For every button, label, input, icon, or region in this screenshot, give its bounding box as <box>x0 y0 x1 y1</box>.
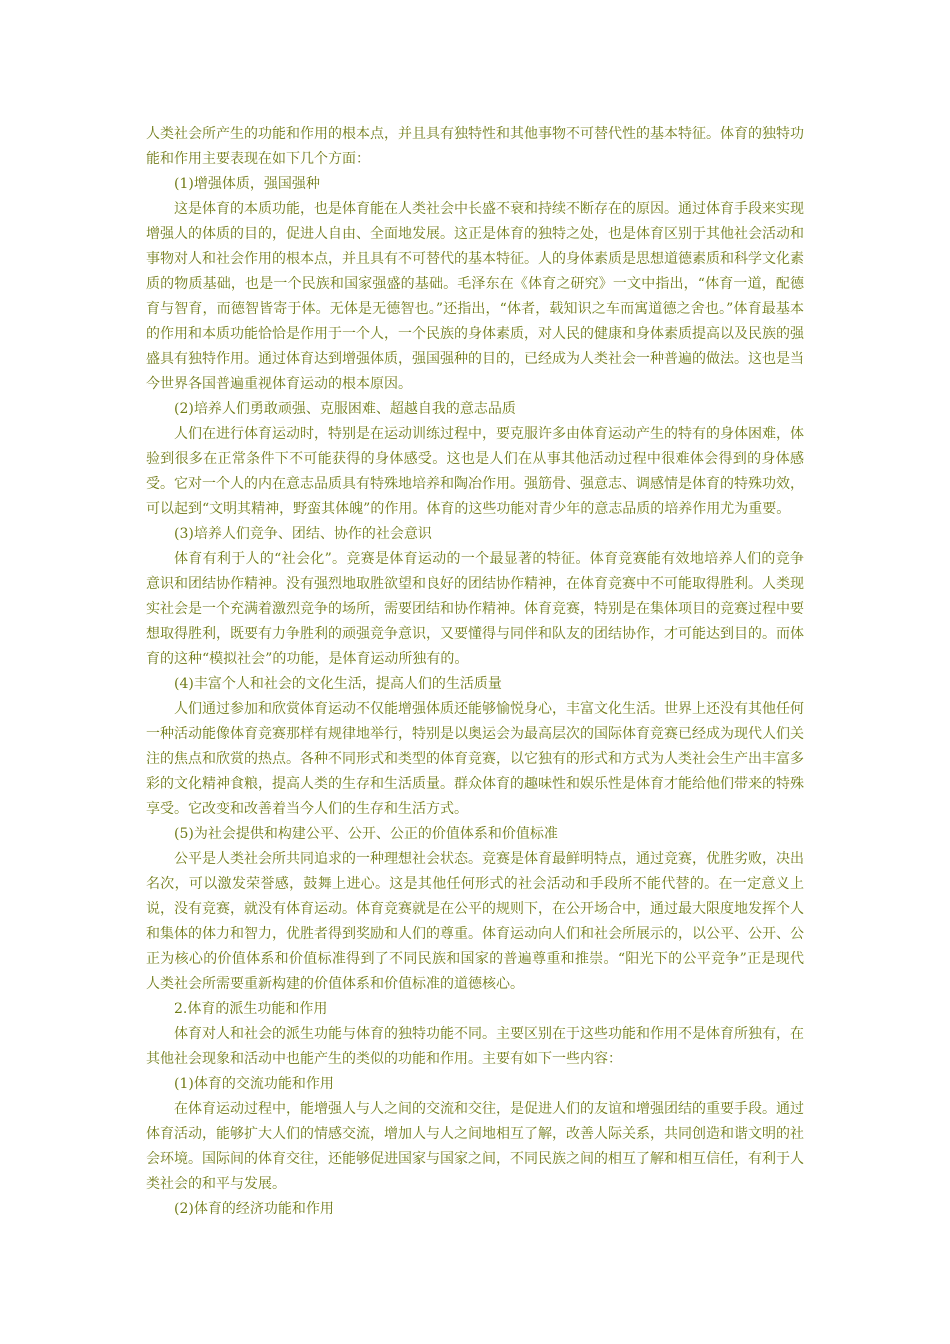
heading-willpower: (2)培养人们勇敢顽强、克服困难、超越自我的意志品质 <box>174 401 516 417</box>
paragraph-derived-functions: 体育对人和社会的派生功能与体育的独特功能不同。主要区别在于这些功能和作用不是体育所独有，在其他社会现象和活动中也能产生的类似的功能和作用。主要有如下一些内容： <box>146 1026 804 1067</box>
paragraph-intro: 人类社会所产生的功能和作用的根本点，并且具有独特性和其他事物不可替代性的基本特征。体育的独特功能和作用主要表现在如下几个方面： <box>146 126 804 167</box>
paragraph-social-awareness: 体育有利于人的“社会化”。竞赛是体育运动的一个最显著的特征。体育竞赛能有效地培养人们的竞争意识和团结协作精神。没有强烈地取胜欲望和良好的团结协作精神，在体育竞赛中不可能取得胜利。人类现实社会是一个充满着激烈竞争的场所，需要团结和协作精神。体育竞赛，特别是在集体项目的竞赛过程中要想取得胜利，既要有力争胜利的顽强竞争意识，又要懂得与同伴和队友的团结协作，才可能达到目的。而体育的这种“模拟社会”的功能，是体育运动所独有的。 <box>146 551 804 667</box>
paragraph-fairness: 公平是人类社会所共同追求的一种理想社会状态。竞赛是体育最鲜明特点，通过竞赛，优胜劣败，决出名次，可以激发荣誉感，鼓舞上进心。这是其他任何形式的社会活动和手段所不能代替的。在一定意义上说，没有竞赛，就没有体育运动。体育竞赛就是在公平的规则下，在公开场合中，通过最大限度地发挥个人和集体的体力和智力，优胜者得到奖励和人们的尊重。体育运动向人们和社会所展示的，以公平、公开、公正为核心的价值体系和价值标准得到了不同民族和国家的普遍尊重和推崇。“阳光下的公平竞争”正是现代人类社会所需要重新构建的价值体系和价值标准的道德核心。 <box>146 851 804 992</box>
heading-cultural-life: (4)丰富个人和社会的文化生活，提高人们的生活质量 <box>174 676 502 692</box>
heading-exchange-function: (1)体育的交流功能和作用 <box>174 1076 334 1092</box>
heading-strengthen-physique: (1)增强体质，强国强种 <box>174 176 320 192</box>
paragraph-cultural-life: 人们通过参加和欣赏体育运动不仅能增强体质还能够愉悦身心，丰富文化生活。世界上还没有其他任何一种活动能像体育竞赛那样有规律地举行，特别是以奥运会为最高层次的国际体育竞赛已经成为现代人们关注的焦点和欣赏的热点。各种不同形式和类型的体育竞赛，以它独有的形式和方式为人类社会生产出丰富多彩的文化精神食粮，提高人类的生存和生活质量。群众体育的趣味性和娱乐性是体育才能给他们带来的特殊享受。它改变和改善着当今人们的生存和生活方式。 <box>146 701 804 817</box>
heading-economic-function: (2)体育的经济功能和作用 <box>174 1201 334 1217</box>
paragraph-willpower: 人们在进行体育运动时，特别是在运动训练过程中，要克服许多由体育运动产生的特有的身体困难，体验到很多在正常条件下不可能获得的身体感受。这也是人们在从事其他活动过程中很难体会得到的身体感受。它对一个人的内在意志品质具有特殊地培养和陶冶作用。强筋骨、强意志、调感情是体育的特殊功效，可以起到“文明其精神，野蛮其体魄”的作用。体育的这些功能对青少年的意志品质的培养作用尤为重要。 <box>146 426 804 517</box>
heading-derived-functions: 2.体育的派生功能和作用 <box>174 1001 328 1017</box>
document-page <box>146 122 804 1222</box>
paragraph-strengthen-physique: 这是体育的本质功能，也是体育能在人类社会中长盛不衰和持续不断存在的原因。通过体育手段来实现增强人的体质的目的，促进人自由、全面地发展。这正是体育的独特之处，也是体育区别于其他社会活动和事物对人和社会作用的根本点，并且具有不可替代的基本特征。人的身体素质是思想道德素质和科学文化素质的物质基础，也是一个民族和国家强盛的基础。毛泽东在《体育之研究》一文中指出，“体育一道，配德育与智育，而德智皆寄于体。无体是无德智也。”还指出，“体者，载知识之车而寓道德之舍也。”体育最基本的作用和本质功能恰恰是作用于一个人，一个民族的身体素质，对人民的健康和身体素质提高以及民族的强盛具有独特作用。通过体育达到增强体质，强国强种的目的，已经成为人类社会一种普遍的做法。这也是当今世界各国普遍重视体育运动的根本原因。 <box>146 201 804 392</box>
paragraph-exchange-function: 在体育运动过程中，能增强人与人之间的交流和交往，是促进人们的友谊和增强团结的重要手段。通过体育活动，能够扩大人们的情感交流，增加人与人之间地相互了解，改善人际关系，共同创造和谐文明的社会环境。国际间的体育交往，还能够促进国家与国家之间，不同民族之间的相互了解和相互信任，有利于人类社会的和平与发展。 <box>146 1101 804 1192</box>
heading-social-awareness: (3)培养人们竞争、团结、协作的社会意识 <box>174 526 432 542</box>
heading-fairness: (5)为社会提供和构建公平、公开、公正的价值体系和价值标准 <box>174 826 558 842</box>
